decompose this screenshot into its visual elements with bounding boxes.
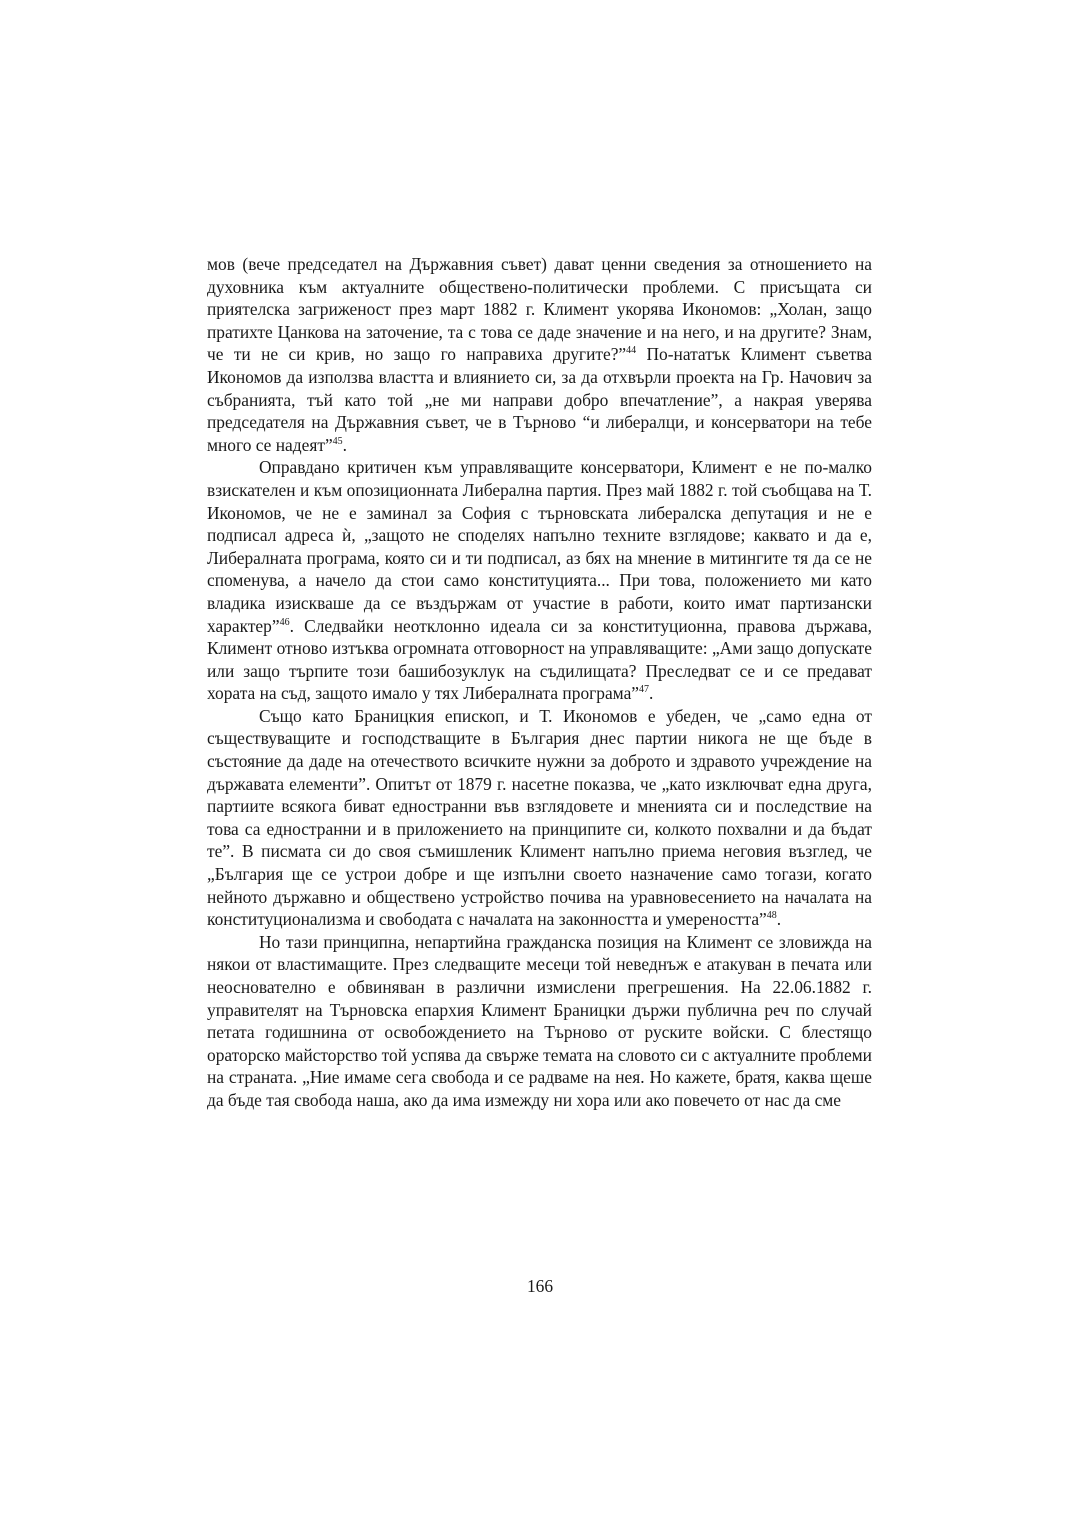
paragraph-text: . (342, 434, 348, 455)
body-text (207, 253, 872, 1112)
footnote-ref: 44 (626, 345, 637, 357)
paragraph-text: мов (вече председател на Държавния съвет) дават ценни сведения за отношението на духовника към актуалните обществено-политически проблеми. С присъщата си приятелска загриженост през март 1882 г. Климент укорява Икономов: „Холан, защо пратихте Цанкова на заточение, та с това се даде значение и на него, и на другите? Знам, че ти не си крив, но защо го направиха другите?” (207, 254, 872, 365)
footnote-ref: 45 (332, 435, 343, 447)
paragraph (207, 253, 872, 456)
paragraph-text: Но тази принципна, непартийна гражданска позиция на Климент се зловижда на някои от властимащите. През следващите месеци той неведнъж е атакуван в печата или неоснователно е обвиняван в различни измислени прегрешения. На 22.06.1882 г. управителят на Търновска епархия Климент Браницки държи публична реч по случай петата годишнина от освобождението на Търново от руските войски. С блестящо ораторско майсторство той успява да свърже темата на словото си с актуалните проблеми на страната. „Ние имаме сега свобода и се радваме на нея. Но кажете, братя, каква щеше да бъде тая свобода наша, ако да има измежду ни хора или ако повечето от нас да сме (207, 931, 872, 1110)
footnote-ref: 47 (639, 684, 650, 696)
paragraph-text: . Следвайки неотклонно идеала си за конституционна, правова държава, Климент отново изтъква огромната отговорност на управляващите: „Ами защо допускате или защо търпите този башибозуклук на съдилищата? Преследват се и се предават хората на съд, защото имало у тях Либералната програма” (207, 615, 872, 704)
footnote-ref: 48 (766, 910, 777, 922)
footnote-ref: 46 (279, 616, 290, 628)
paragraph-text: . (776, 909, 782, 930)
paragraph-text: Също като Браницкия епископ, и Т. Икономов е убеден, че „само една от съществуващите и господстващите в България днес партии никога не ще бъде в състояние да даде на отечеството всичките нужни за доброто и здравото учреждение на държавата елементи”. Опитът от 1879 г. насетне показва, че „като изключват една друга, партиите всякога биват едностранни във взглядовете и мненията си и последствие на това са едностранни и в приложението на принципите си, колкото похвални и да бъдат те”. В писмата си до своя съмишленик Климент напълно приема неговия възглед, че „България ще се устрои добре и ще изпълни своето назначение само тогази, когато нейното държавно и обществено устройство почива на уравновесението на началата на конституционализма и свободата с началата на законността и умереността” (207, 705, 872, 930)
paragraph (207, 931, 872, 1112)
paragraph-text: . (649, 683, 654, 704)
paragraph-text: По-нататък Климент съветва Икономов да използва властта и влиянието си, за да отхвърли проекта на Гр. Начович за събранията, тъй като той „не ми направи добро впечатление”, а накрая уверява председателя на Държавния съвет, че в Търново “и либералци, и консерватори на тебе много се надеят” (207, 344, 873, 455)
paragraph-text: Оправдано критичен към управляващите консерватори, Климент е не по-малко взискателен и към опозиционната Либерална партия. През май 1882 г. той съобщава на Т. Икономов, че не е заминал за София с търновската либералска депутация и не е подписал адреса ѝ, „защото не споделях напълно техните взглядове; каквато и да е, Либералната програма, която си и ти подписал, аз бях на мнение в митингите тя да се не споменува, а начело да стои само конституцията... При това, положението ми като владика изискваше да се въздържам от участие в работи, които имат партизански характер” (207, 457, 872, 636)
page-number: 166 (526, 1276, 554, 1296)
paragraph (207, 456, 872, 705)
paragraph (207, 705, 872, 931)
